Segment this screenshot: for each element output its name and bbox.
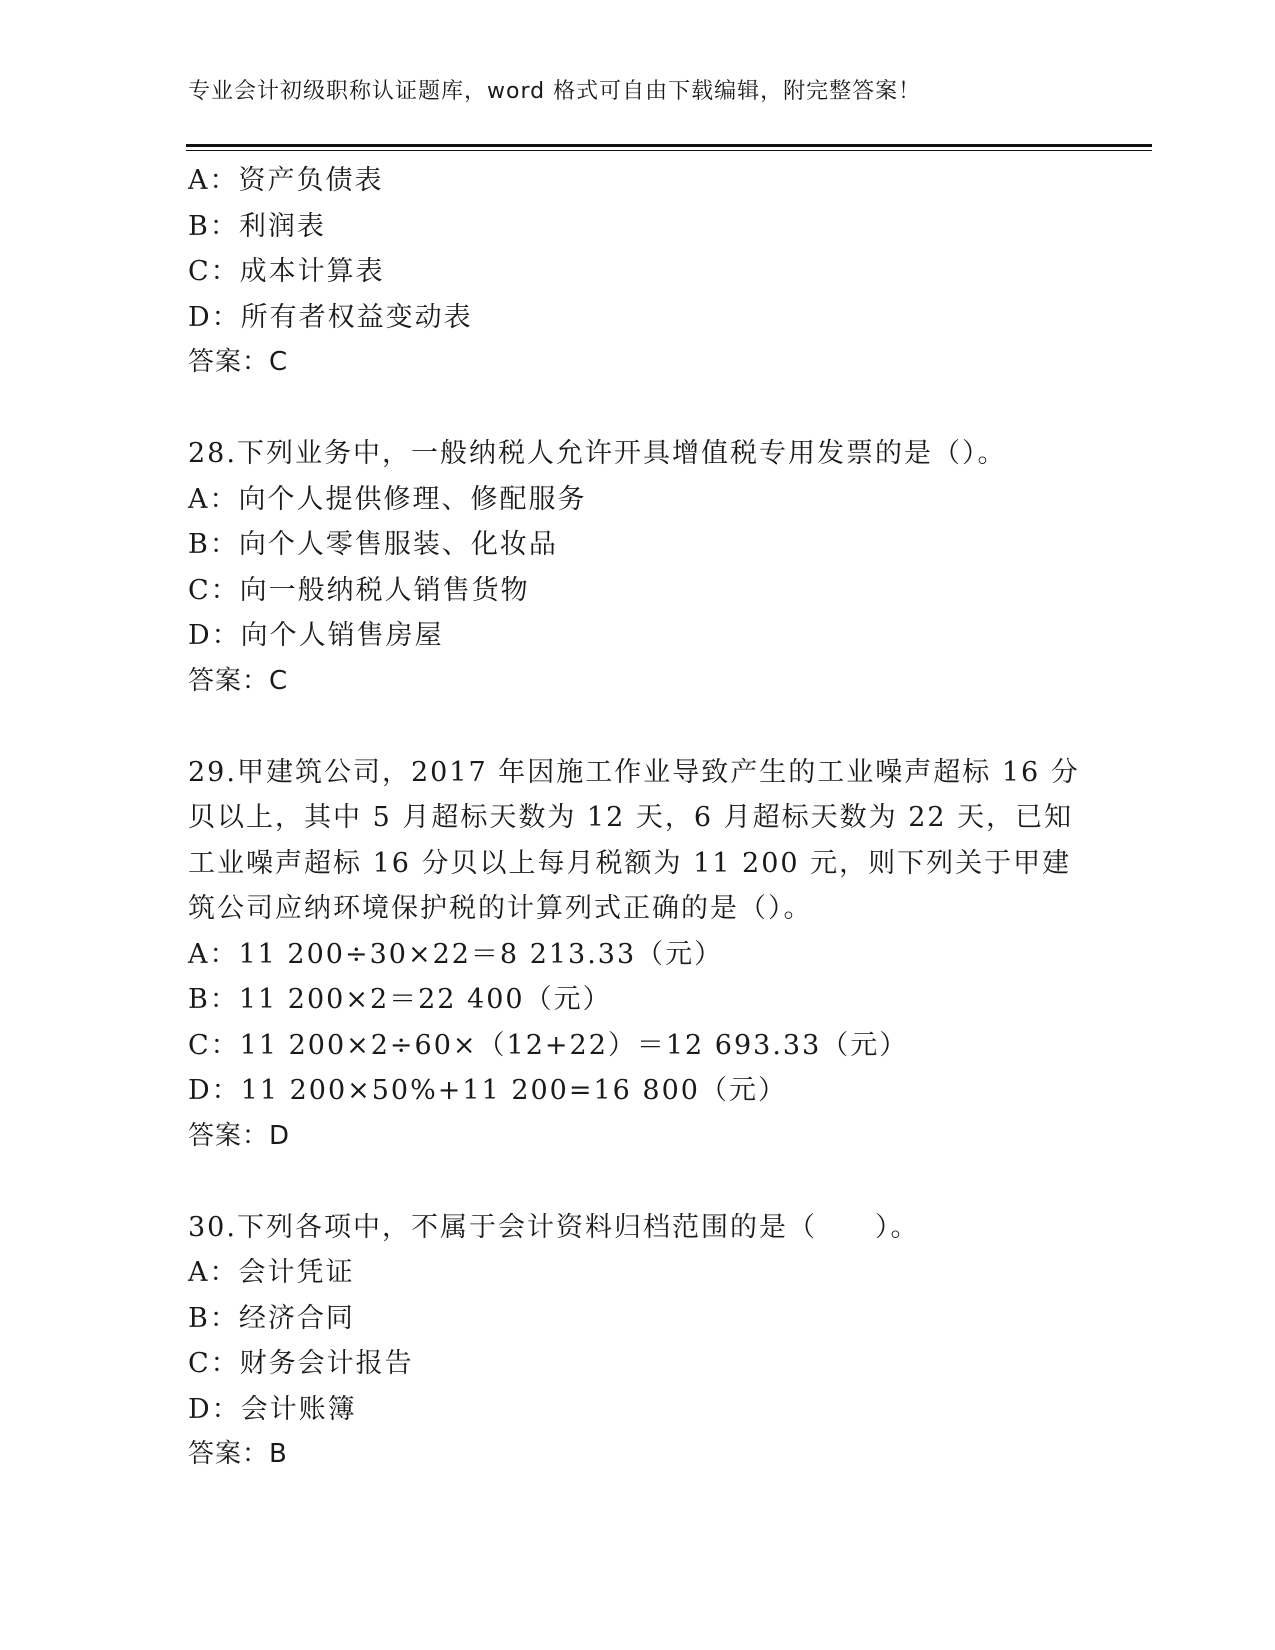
option-d: D：会计账簿 xyxy=(188,1393,357,1425)
option-b: B：11 200×2＝22 400（元） xyxy=(188,984,612,1015)
question-stem: 30.下列各项中，不属于会计资料归档范围的是（ ）。 xyxy=(188,1211,920,1243)
option-d: D：所有者权益变动表 xyxy=(188,301,473,333)
header-rule-thin xyxy=(186,150,1152,151)
question-28 xyxy=(188,431,1088,704)
question-27 xyxy=(188,158,1088,386)
spacer xyxy=(188,1159,1088,1205)
option-b: B：经济合同 xyxy=(188,1302,355,1334)
option-c: C：11 200×2÷60×（12+22）＝12 693.33（元） xyxy=(188,1029,909,1061)
answer: 答案：B xyxy=(188,1439,288,1469)
question-stem-line: 筑公司应纳环境保护税的计算列式正确的是（）。 xyxy=(188,893,813,924)
option-d: D：向个人销售房屋 xyxy=(188,620,444,651)
option-c: C：成本计算表 xyxy=(188,256,385,287)
question-stem: 28.下列业务中，一般纳税人允许开具增值税专用发票的是（）。 xyxy=(188,438,1007,469)
option-a: A：会计凭证 xyxy=(188,1257,355,1288)
question-stem-line: 29.甲建筑公司，2017 年因施工作业导致产生的工业噪声超标 16 分 xyxy=(188,756,1080,788)
spacer xyxy=(188,704,1088,750)
option-a: A：11 200÷30×22＝8 213.33（元） xyxy=(188,938,724,970)
question-stem-line: 工业噪声超标 16 分贝以上每月税额为 11 200 元，则下列关于甲建 xyxy=(188,847,1072,879)
page-header: 专业会计初级职称认证题库，word 格式可自由下载编辑，附完整答案！ xyxy=(188,79,922,104)
option-a: A：向个人提供修理、修配服务 xyxy=(188,483,587,515)
option-b: B：利润表 xyxy=(188,210,326,242)
answer: 答案：C xyxy=(188,347,289,377)
option-d: D：11 200×50%+11 200=16 800（元） xyxy=(188,1075,787,1106)
spacer xyxy=(188,386,1088,432)
header-rule xyxy=(186,144,1152,147)
option-b: B：向个人零售服装、化妆品 xyxy=(188,529,558,560)
question-stem-line: 贝以上，其中 5 月超标天数为 12 天，6 月超标天数为 22 天，已知 xyxy=(188,802,1074,833)
question-30 xyxy=(188,1205,1088,1478)
document-body xyxy=(188,158,1088,1478)
option-c: C：财务会计报告 xyxy=(188,1348,414,1379)
answer: 答案：D xyxy=(188,1120,291,1151)
option-c: C：向一般纳税人销售货物 xyxy=(188,574,530,606)
option-a: A：资产负债表 xyxy=(188,165,384,196)
answer: 答案：C xyxy=(188,665,289,696)
question-29 xyxy=(188,750,1088,1160)
